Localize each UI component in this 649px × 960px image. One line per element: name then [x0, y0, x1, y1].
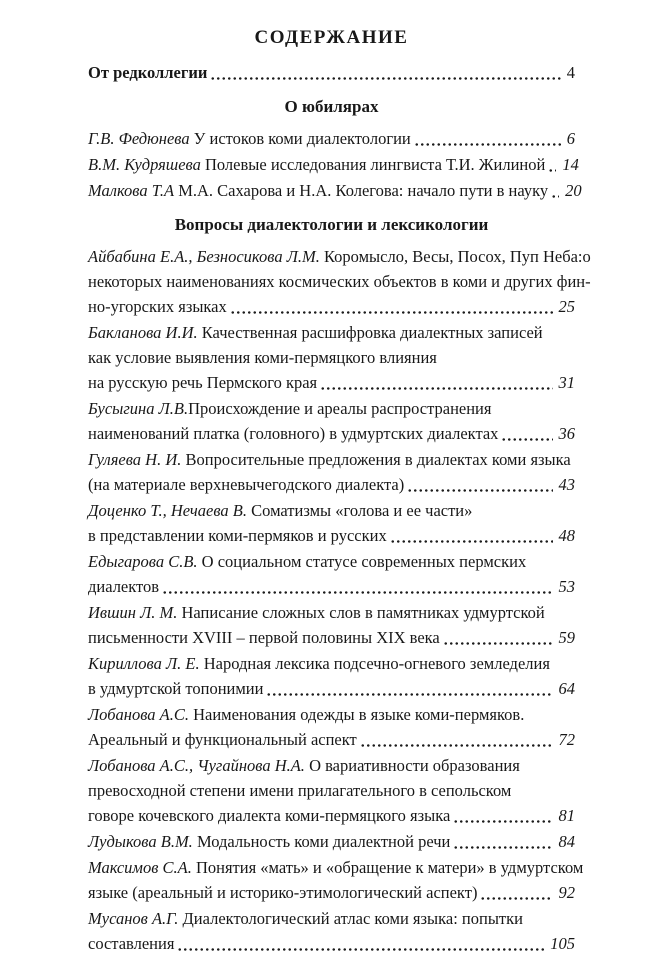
dot-leader: [320, 387, 552, 390]
line-text: Гуляева Н. И. Вопросительные предложения в диалектах коми языка: [88, 450, 571, 469]
toc-entry: [88, 651, 575, 701]
dot-leader: [548, 169, 556, 172]
toc-line: [88, 778, 575, 803]
toc-entry: [88, 600, 575, 650]
page-number: 92: [558, 883, 575, 902]
line-text: Бакланова И.И. Качественная расшифровка диалектных записей: [88, 323, 543, 342]
toc-entry: [88, 396, 575, 446]
toc-entry: [88, 549, 575, 599]
toc-entry: [88, 498, 575, 548]
toc-line: [88, 370, 575, 395]
entry-author: Доценко Т., Нечаева В.: [88, 501, 247, 520]
entry-label: От редколлегии: [88, 63, 208, 82]
dot-leader: [501, 438, 552, 441]
line-text: говоре кочевского диалекта коми-пермяцкого языка: [88, 806, 451, 825]
line-text: Айбабина Е.А., Безносикова Л.М. Коромысло, Весы, Посох, Пуп Неба:о: [88, 247, 591, 266]
page-number: 59: [558, 628, 575, 647]
line-text: Малкова Т.А М.А. Сахарова и Н.А. Колегова: начало пути в науку: [88, 181, 549, 200]
toc-entry: [88, 244, 591, 319]
toc-line: [88, 549, 575, 574]
toc-line: [88, 396, 575, 421]
entry-author: Бусыгина Л.В.: [88, 399, 189, 418]
line-text: наименований платка (головного) в удмуртских диалектах: [88, 424, 499, 443]
line-text: на русскую речь Пермского края: [88, 373, 318, 392]
entry-author: Кириллова Л. Е.: [88, 654, 200, 673]
toc-line: [88, 803, 575, 828]
section-heading: О юбилярах: [284, 97, 379, 116]
entry-author: Лобанова А.С.: [88, 705, 189, 724]
line-text: (на материале верхневычегодского диалекта): [88, 475, 405, 494]
line-text: как условие выявления коми-пермяцкого влияния: [88, 348, 437, 367]
page-number: 31: [558, 373, 575, 392]
line-text: Доценко Т., Нечаева В. Соматизмы «голова и ее части»: [88, 501, 473, 520]
line-text: некоторых наименованиях космических объектов в коми и других фин-: [88, 272, 591, 291]
toc-line: [88, 651, 575, 676]
entry-author: Ившин Л. М.: [88, 603, 178, 622]
page-number: 53: [558, 577, 575, 596]
dot-leader: [453, 846, 552, 849]
line-text: Ившин Л. М. Написание сложных слов в памятниках удмуртской: [88, 603, 545, 622]
entry-author: Бакланова И.И.: [88, 323, 198, 342]
toc-line: [88, 472, 575, 497]
line-text: Мусанов А.Г. Диалектологический атлас коми языка: попытки: [88, 909, 523, 928]
page-number: 105: [550, 934, 575, 953]
toc-line: [88, 880, 575, 905]
dot-leader: [551, 195, 559, 198]
entry-author: В.М. Кудряшева: [88, 155, 201, 174]
entry-author: Мусанов А.Г.: [88, 909, 179, 928]
toc-line: [88, 600, 575, 625]
page-number: 25: [558, 297, 575, 316]
dot-leader: [210, 77, 560, 80]
page-number: 36: [558, 424, 575, 443]
line-text: диалектов: [88, 577, 160, 596]
toc-entry: [88, 152, 579, 177]
entry-author: Айбабина Е.А., Безносикова Л.М.: [88, 247, 320, 266]
line-text: Лобанова А.С. Наименования одежды в языке коми-пермяков.: [88, 705, 525, 724]
toc-entry: [88, 702, 575, 752]
line-text: в удмуртской топонимии: [88, 679, 264, 698]
line-text: Бусыгина Л.В.Происхождение и ареалы распространения: [88, 399, 492, 418]
toc-entry: [88, 753, 575, 828]
page-number: 14: [562, 155, 579, 174]
page-number: 64: [558, 679, 575, 698]
line-text: Едыгарова С.В. О социальном статусе современных пермских: [88, 552, 527, 571]
dot-leader: [453, 820, 552, 823]
line-text: Лудыкова В.М. Модальность коми диалектной речи: [88, 832, 451, 851]
dot-leader: [177, 948, 544, 951]
dot-leader: [230, 311, 553, 314]
toc-entry: [88, 447, 575, 497]
entry-author: Г.В. Федюнева: [88, 129, 190, 148]
toc-line: [88, 727, 575, 752]
toc-line: [88, 829, 575, 854]
toc-line: [88, 498, 575, 523]
toc-line: [88, 753, 575, 778]
toc-line: [88, 447, 575, 472]
dot-leader: [266, 693, 552, 696]
line-text: В.М. Кудряшева Полевые исследования лингвиста Т.И. Жилиной: [88, 155, 546, 174]
line-text: Ареальный и функциональный аспект: [88, 730, 357, 749]
line-text: Максимов С.А. Понятия «мать» и «обращение к матери» в удмуртском: [88, 858, 584, 877]
toc-line: [88, 152, 579, 177]
page-title: СОДЕРЖАНИЕ: [254, 27, 409, 48]
toc-line: [88, 676, 575, 701]
sections-container: [88, 94, 591, 956]
entry-author: Максимов С.А.: [88, 858, 192, 877]
dot-leader: [162, 591, 552, 594]
toc-line: [88, 625, 575, 650]
toc-line: [88, 269, 591, 294]
toc-entry: [88, 320, 575, 395]
dot-leader: [390, 540, 553, 543]
dot-leader: [407, 489, 552, 492]
page-number: 48: [558, 526, 575, 545]
line-text: в представлении коми-пермяков и русских: [88, 526, 387, 545]
toc-line: [88, 931, 575, 956]
toc-line: [88, 126, 575, 151]
toc-line: [88, 294, 575, 319]
toc-line: [88, 523, 575, 548]
page-number: 20: [565, 181, 582, 200]
line-text: Кириллова Л. Е. Народная лексика подсечно-огневого земледелия: [88, 654, 550, 673]
dot-leader: [443, 642, 553, 645]
toc-line: [88, 421, 575, 446]
toc-line: [88, 244, 591, 269]
toc-entry: [88, 906, 575, 956]
page-number: 84: [558, 832, 575, 851]
toc-line: [88, 345, 575, 370]
line-text: но-угорских языках: [88, 297, 227, 316]
entry-author: Лудыкова В.М.: [88, 832, 193, 851]
line-text: языке (ареальный и историко-этимологический аспект): [88, 883, 478, 902]
toc-entry: [88, 855, 584, 905]
toc-line: [88, 702, 575, 727]
entry-author: Гуляева Н. И.: [88, 450, 182, 469]
dot-leader: [414, 143, 561, 146]
toc-entry-front: [88, 60, 575, 85]
line-text: Лобанова А.С., Чугайнова Н.А. О вариативности образования: [88, 756, 520, 775]
section-heading: Вопросы диалектологии и лексикологии: [174, 215, 489, 234]
page-number: 6: [566, 129, 575, 148]
line-text: превосходной степени имени прилагательного в сепольском: [88, 781, 512, 800]
page-number: 72: [558, 730, 575, 749]
toc-line: [88, 855, 584, 880]
line-text: составления: [88, 934, 175, 953]
toc-line: [88, 906, 575, 931]
dot-leader: [480, 897, 552, 900]
line-text: письменности XVIII – первой половины XIX века: [88, 628, 440, 647]
toc-entry: [88, 178, 582, 203]
toc-line: [88, 320, 575, 345]
line-text: Г.В. Федюнева У истоков коми диалектологии: [88, 129, 411, 148]
toc-entry: [88, 829, 575, 854]
dot-leader: [360, 744, 553, 747]
entry-author: Лобанова А.С., Чугайнова Н.А.: [88, 756, 305, 775]
toc-line: [88, 574, 575, 599]
toc-line: [88, 178, 582, 203]
page-number: 43: [558, 475, 575, 494]
toc-entry: [88, 126, 575, 151]
entry-author: Едыгарова С.В.: [88, 552, 198, 571]
entry-author: Малкова Т.А: [88, 181, 175, 200]
page-number: 81: [558, 806, 575, 825]
page-number: 4: [566, 63, 575, 82]
